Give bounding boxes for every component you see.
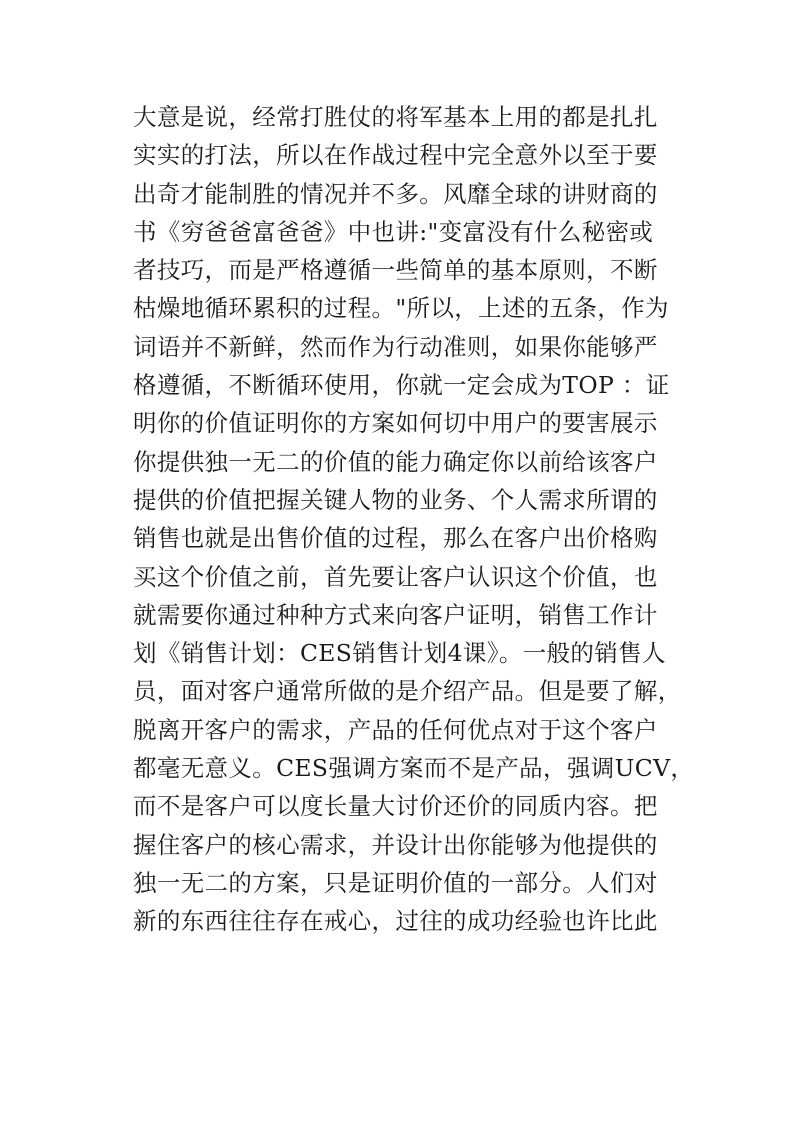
text-line: 销售也就是出售价值的过程，那么在客户出价格购 xyxy=(133,524,658,553)
text-line: 独一无二的方案，只是证明价值的一部分。人们对 xyxy=(133,868,658,897)
text-line: 实实的打法，所以在作战过程中完全意外以至于要 xyxy=(133,141,658,170)
text-line: 书《穷爸爸富爸爸》中也讲:"变富没有什么秘密或 xyxy=(133,217,654,246)
text-line: 而不是客户可以度长量大讨价还价的同质内容。把 xyxy=(133,792,658,821)
text-line: 出奇才能制胜的情况并不多。风靡全球的讲财商的 xyxy=(133,179,658,208)
text-line: 明你的价值证明你的方案如何切中用户的要害展示 xyxy=(133,409,658,438)
body-text xyxy=(133,98,695,941)
text-line: 词语并不新鲜，然而作为行动准则，如果你能够严 xyxy=(133,332,658,361)
text-line: 提供的价值把握关键人物的业务、个人需求所谓的 xyxy=(133,485,658,514)
text-line: 握住客户的核心需求，并设计出你能够为他提供的 xyxy=(133,830,658,859)
text-line: 枯燥地循环累积的过程。"所以，上述的五条，作为 xyxy=(133,294,669,323)
text-line: 买这个价值之前，首先要让客户认识这个价值，也 xyxy=(133,562,658,591)
text-line: 就需要你通过种种方式来向客户证明，销售工作计 xyxy=(133,600,658,629)
text-line: 都毫无意义。CES强调方案而不是产品，强调UCV， xyxy=(133,754,695,783)
text-line: 你提供独一无二的价值的能力确定你以前给该客户 xyxy=(133,447,658,476)
text-line: 脱离开客户的需求，产品的任何优点对于这个客户 xyxy=(133,715,658,744)
text-line: 者技巧，而是严格遵循一些简单的基本原则，不断 xyxy=(133,256,658,285)
text-line: 格遵循，不断循环使用，你就一定会成为TOP ：证 xyxy=(133,371,670,400)
text-line: 大意是说，经常打胜仗的将军基本上用的都是扎扎 xyxy=(133,103,658,131)
text-line: 新的东西往往存在戒心，过往的成功经验也许比此 xyxy=(133,907,658,936)
text-line: 划《销售计划：CES销售计划4课》。一般的销售人 xyxy=(133,639,666,668)
text-line: 员，面对客户通常所做的是介绍产品。但是要了解， xyxy=(133,677,682,706)
